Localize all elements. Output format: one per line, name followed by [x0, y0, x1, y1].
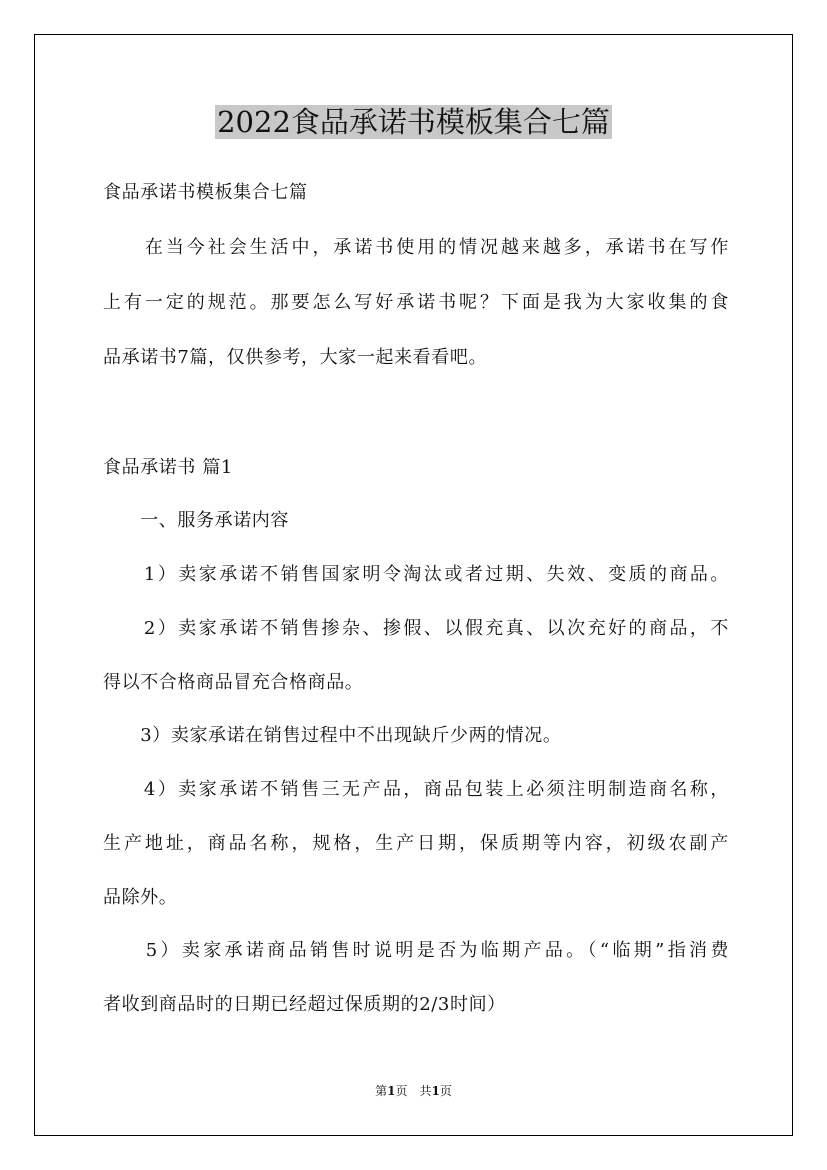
- body-line-6: 4）卖家承诺不销售三无产品，商品包装上必须注明制造商名称，: [103, 779, 729, 800]
- section-heading: 食品承诺书 篇1: [103, 457, 233, 478]
- body-line-9: 5）卖家承诺商品销售时说明是否为临期产品。（“临期”指消费: [103, 940, 730, 961]
- subtitle: 食品承诺书模板集合七篇: [103, 182, 308, 203]
- document-title-text: 2022食品承诺书模板集合七篇: [217, 105, 610, 139]
- body-line-10: 者收到商品时的日期已经超过保质期的2/3时间）: [103, 994, 506, 1015]
- body-line-7: 生产地址，商品名称，规格，生产日期，保质期等内容，初级农副产: [103, 833, 729, 854]
- page-total: 1: [431, 1084, 440, 1098]
- document-title: [0, 100, 827, 144]
- intro-line-1: 在当今社会生活中，承诺书使用的情况越来越多，承诺书在写作: [103, 237, 729, 258]
- page-mid: 页 共: [395, 1084, 432, 1098]
- body-line-8: 品除外。: [103, 887, 178, 908]
- page-current: 1: [387, 1084, 396, 1098]
- page-footer: [0, 1082, 827, 1100]
- body-line-5: 3）卖家承诺在销售过程中不出现缺斤少两的情况。: [103, 725, 562, 746]
- intro-line-3: 品承诺书7篇，仅供参考，大家一起来看看吧。: [103, 347, 488, 368]
- page-suffix: 页: [439, 1084, 452, 1098]
- body-line-2: 1）卖家承诺不销售国家明令淘汰或者过期、失效、变质的商品。: [103, 564, 729, 585]
- body-line-4: 得以不合格商品冒充合格商品。: [103, 672, 364, 693]
- intro-line-2: 上有一定的规范。那要怎么写好承诺书呢？下面是我为大家收集的食: [103, 292, 729, 313]
- body-line-1: 一、服务承诺内容: [103, 510, 289, 531]
- page-prefix: 第: [375, 1084, 388, 1098]
- body-line-3: 2）卖家承诺不销售掺杂、掺假、以假充真、以次充好的商品，不: [103, 618, 729, 639]
